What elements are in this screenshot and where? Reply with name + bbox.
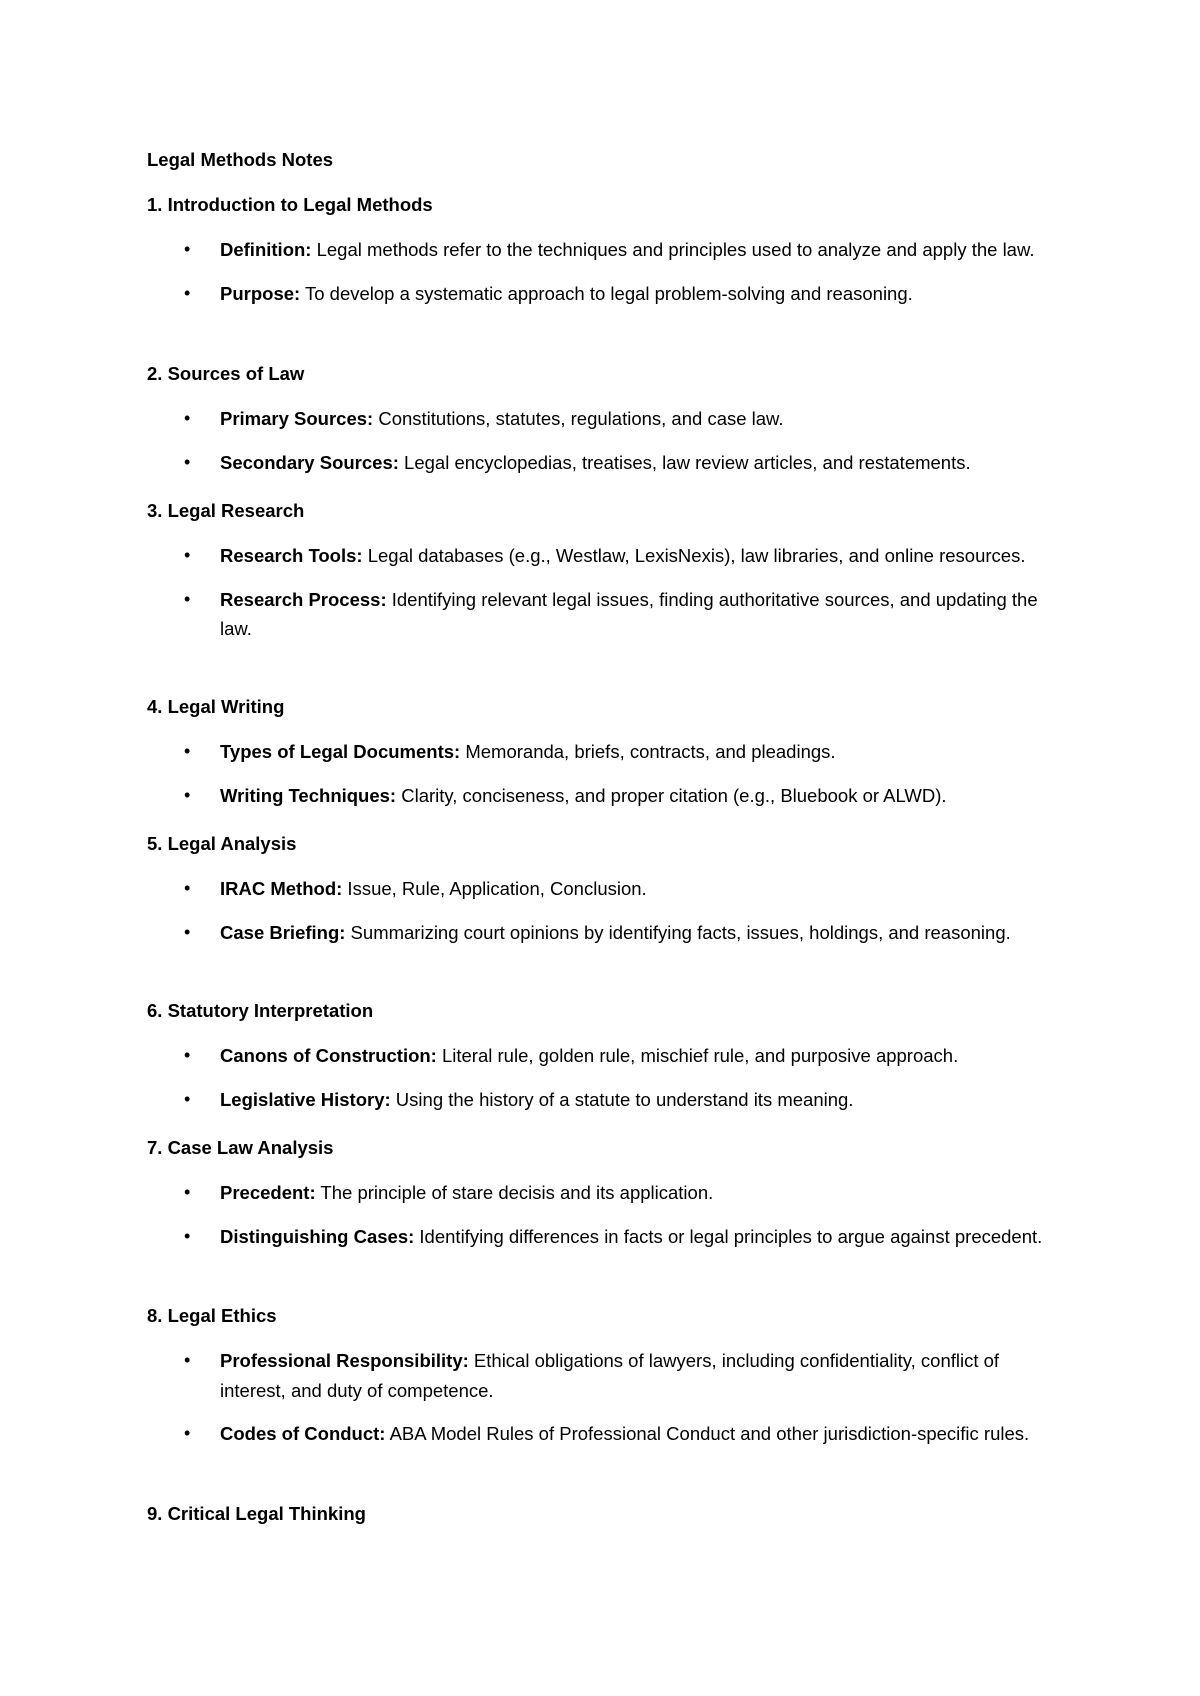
item-term: Definition: bbox=[220, 239, 312, 260]
item-term: Purpose: bbox=[220, 282, 301, 304]
item-term: Research Process: bbox=[220, 588, 387, 610]
list-item bbox=[147, 737, 1050, 767]
item-text: Legal encyclopedias, treatises, law review articles, and restatements. bbox=[398, 451, 971, 473]
item-text: The principle of stare decisis and its application. bbox=[315, 1182, 714, 1203]
bullet-list bbox=[147, 874, 1107, 947]
item-text: ABA Model Rules of Professional Conduct and other jurisdiction-specific rules. bbox=[385, 1423, 1030, 1444]
item-term: IRAC Method: bbox=[220, 878, 343, 899]
item-term: Distinguishing Cases: bbox=[220, 1225, 415, 1247]
item-term: Case Briefing: bbox=[220, 921, 346, 943]
bullet-icon: • bbox=[184, 1225, 191, 1246]
bullet-list bbox=[147, 1178, 1107, 1251]
bullet-list bbox=[147, 235, 1107, 308]
bullet-list bbox=[147, 1041, 1107, 1114]
list-item bbox=[147, 1085, 1050, 1115]
list-item bbox=[147, 541, 1050, 571]
bullet-icon: • bbox=[184, 1088, 191, 1109]
section-legal-analysis bbox=[147, 832, 1107, 947]
section-heading: 9. Critical Legal Thinking bbox=[147, 1503, 366, 1524]
list-item bbox=[147, 1041, 1050, 1071]
bullet-icon: • bbox=[184, 588, 191, 609]
section-heading: 4. Legal Writing bbox=[147, 696, 285, 717]
bullet-icon: • bbox=[184, 282, 191, 303]
list-item bbox=[147, 1346, 1050, 1405]
item-text: Memoranda, briefs, contracts, and pleadings. bbox=[460, 741, 836, 762]
section-legal-ethics bbox=[147, 1304, 1107, 1449]
section-introduction bbox=[147, 193, 1107, 308]
item-text: Summarizing court opinions by identifying facts, issues, holdings, and reasoning. bbox=[345, 921, 1011, 943]
document-title: Legal Methods Notes bbox=[147, 149, 334, 170]
item-term: Primary Sources: bbox=[220, 408, 374, 429]
item-text: Constitutions, statutes, regulations, and case law. bbox=[373, 408, 784, 429]
section-heading: 1. Introduction to Legal Methods bbox=[147, 194, 433, 215]
list-item bbox=[147, 448, 1050, 478]
item-term: Types of Legal Documents: bbox=[220, 741, 461, 762]
section-sources-of-law bbox=[147, 362, 1107, 477]
section-case-law-analysis bbox=[147, 1136, 1107, 1251]
item-text: Literal rule, golden rule, mischief rule, and purposive approach. bbox=[436, 1045, 959, 1066]
item-text: Identifying relevant legal issues, finding authoritative sources, and updating the law. bbox=[220, 588, 1038, 639]
bullet-icon: • bbox=[184, 1182, 191, 1202]
item-term: Precedent: bbox=[220, 1182, 316, 1203]
list-item bbox=[147, 918, 1050, 948]
bullet-icon: • bbox=[184, 1423, 191, 1443]
section-legal-writing bbox=[147, 695, 1107, 810]
bullet-icon: • bbox=[184, 878, 191, 898]
bullet-icon: • bbox=[184, 451, 191, 472]
section-heading: 7. Case Law Analysis bbox=[147, 1137, 334, 1158]
bullet-icon: • bbox=[184, 784, 191, 805]
bullet-icon: • bbox=[184, 545, 191, 565]
section-legal-research bbox=[147, 499, 1107, 644]
list-item bbox=[147, 1419, 1050, 1449]
item-text: Clarity, conciseness, and proper citation (e.g., Bluebook or ALWD). bbox=[396, 784, 947, 806]
bullet-list bbox=[147, 737, 1107, 810]
bullet-icon: • bbox=[184, 921, 191, 942]
item-term: Legislative History: bbox=[220, 1088, 391, 1110]
item-text: Legal databases (e.g., Westlaw, LexisNexis), law libraries, and online resources. bbox=[362, 545, 1026, 566]
item-term: Secondary Sources: bbox=[220, 451, 399, 473]
section-heading: 6. Statutory Interpretation bbox=[147, 1000, 374, 1021]
section-heading: 3. Legal Research bbox=[147, 500, 305, 521]
section-critical-legal-thinking bbox=[147, 1502, 1107, 1526]
item-text: Issue, Rule, Application, Conclusion. bbox=[342, 878, 647, 899]
item-term: Codes of Conduct: bbox=[220, 1423, 386, 1444]
bullet-icon: • bbox=[184, 239, 191, 259]
list-item bbox=[147, 585, 1050, 644]
section-heading: 8. Legal Ethics bbox=[147, 1305, 277, 1326]
bullet-icon: • bbox=[184, 408, 191, 428]
section-heading: 5. Legal Analysis bbox=[147, 833, 297, 854]
item-term: Research Tools: bbox=[220, 545, 363, 566]
list-item bbox=[147, 1222, 1050, 1252]
section-heading: 2. Sources of Law bbox=[147, 363, 305, 384]
bullet-list bbox=[147, 404, 1107, 477]
section-statutory-interpretation bbox=[147, 999, 1107, 1114]
bullet-icon: • bbox=[184, 1350, 191, 1370]
item-text: Identifying differences in facts or legal principles to argue against precedent. bbox=[414, 1225, 1043, 1247]
item-text: To develop a systematic approach to legal problem-solving and reasoning. bbox=[300, 282, 913, 304]
bullet-icon: • bbox=[184, 741, 191, 761]
list-item bbox=[147, 404, 1050, 434]
list-item bbox=[147, 235, 1050, 265]
list-item bbox=[147, 279, 1050, 309]
bullet-icon: • bbox=[184, 1045, 191, 1065]
item-term: Writing Techniques: bbox=[220, 784, 397, 806]
item-text: Legal methods refer to the techniques and principles used to analyze and apply the law. bbox=[311, 239, 1035, 260]
item-text: Using the history of a statute to understand its meaning. bbox=[390, 1088, 854, 1110]
list-item bbox=[147, 1178, 1050, 1208]
item-term: Canons of Construction: bbox=[220, 1045, 437, 1066]
list-item bbox=[147, 781, 1050, 811]
list-item bbox=[147, 874, 1050, 904]
bullet-list bbox=[147, 541, 1107, 644]
item-term: Professional Responsibility: bbox=[220, 1350, 469, 1371]
item-text: Ethical obligations of lawyers, including confidentiality, conflict of interest, and duty of competence. bbox=[220, 1350, 1000, 1401]
bullet-list bbox=[147, 1346, 1107, 1449]
